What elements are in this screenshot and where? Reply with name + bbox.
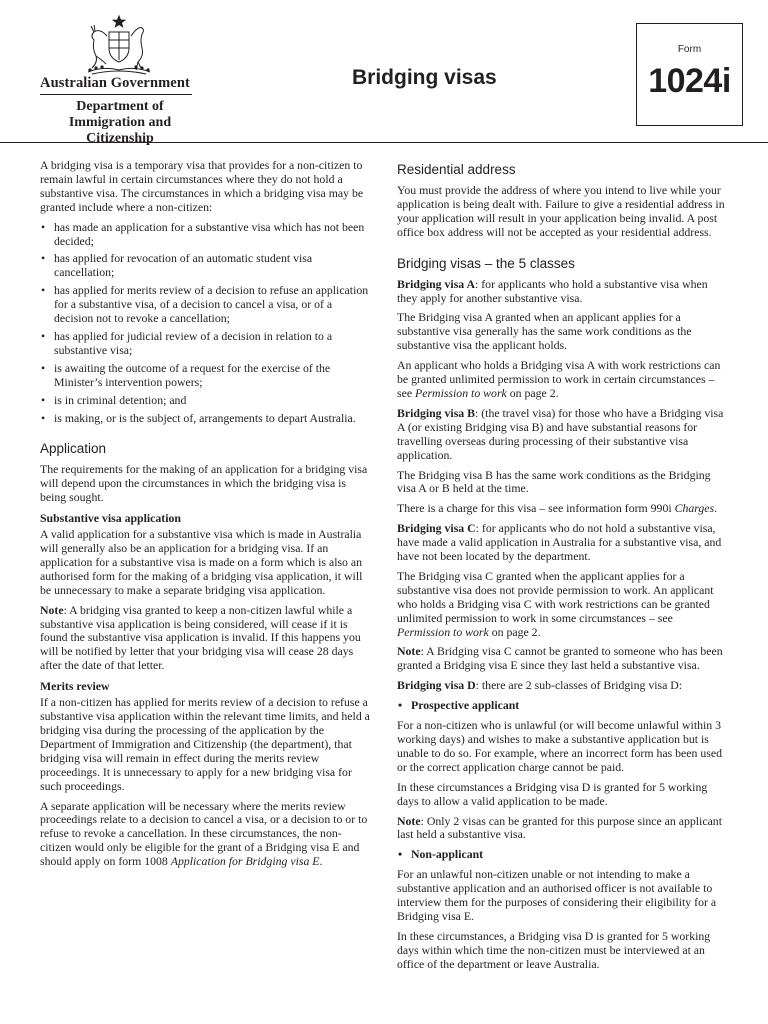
department-name: Department of Immigration and Citizenship xyxy=(68,99,172,146)
document-title: Bridging visas xyxy=(352,66,497,89)
visa-c-paragraph: Bridging visa C: for applicants who do not hold a substantive visa, have made a valid application in Australia for a substantive visa, and have not been located by the department. xyxy=(397,521,722,564)
visa-a-paragraph: Bridging visa A: for applicants who hold a substantive visa when they apply for another substantive visa. xyxy=(397,276,708,305)
form-title-reference: Application for Bridging visa E xyxy=(170,854,320,869)
visa-b-paragraph: Bridging visa B: (the travel visa) for those who have a Bridging visa A (or existing Bridging visa B) and have substantial reasons for travelling overseas during processing of their substantive visa application. xyxy=(397,405,724,462)
merits-paragraph: If a non-citizen has applied for merits review of a decision to refuse a substantive visa application within the relevant time limits, and held a bridging visa during the processing of the application by the Department of Immigration and Citizenship (the department), that bridging visa will remain in effect during the merits review proceedings. It is unnecessary to apply for a new bridging visa for such proceedings. xyxy=(40,695,370,793)
merits-heading: Merits review xyxy=(40,679,110,694)
non-applicant-heading: • Non-applicant xyxy=(397,848,727,862)
prospective-applicant-heading: • Prospective applicant xyxy=(397,699,727,713)
left-column xyxy=(40,159,370,875)
visa-b-charge: There is a charge for this visa – see information form 990i Charges. xyxy=(397,501,718,516)
form-number: 1024i xyxy=(648,62,731,100)
intro-paragraph: A bridging visa is a temporary visa that provides for a non-citizen to remain lawful in certain circumstances where they do not hold a substantive visa. The circumstances in which a bridging visa may be granted include where a non-citizen: xyxy=(40,158,364,214)
logo-divider xyxy=(40,94,192,95)
note-label: Note xyxy=(40,602,64,617)
residential-paragraph: You must provide the address of where you intend to live while your application is being dealt with. Failure to give a residential address in your application will result in your application being invalid. A post office box address will not be accepted as your residential address. xyxy=(397,183,725,239)
list-item: • is making, or is the subject of, arrangements to depart Australia. xyxy=(40,412,370,426)
visa-d-label: Bridging visa D xyxy=(397,678,476,693)
visa-b-conditions: The Bridging visa B has the same work conditions as the Bridging visa A or B held at the time. xyxy=(397,467,711,496)
application-heading: Application xyxy=(40,441,107,457)
separate-application-paragraph: A separate application will be necessary where the merits review proceedings relate to a decision to cancel a visa, or a decision to or to refuse to revoke a cancellation. In these circumstances, the non-citizen would only be eligible for the grant of a Bridging visa E and should apply on form 1008 Application for Bridging visa E. xyxy=(40,798,368,869)
note-text: : A bridging visa granted to keep a non-citizen lawful while a substantive visa application is being considered, will cease if it is found the substantive visa application is invalid. If this happens you will be notified by letter that your bridging visa will cease 28 days after the date of that letter. xyxy=(40,602,361,673)
visa-a-conditions: The Bridging visa A granted when an applicant applies for a substantive visa generally has the same work conditions as the substantive visa the applicant holds. xyxy=(397,310,692,353)
form-number-box xyxy=(636,23,743,126)
right-column xyxy=(397,162,727,978)
list-item: • has applied for revocation of an automatic student visa cancellation; xyxy=(40,252,370,280)
permission-to-work-reference: Permission to work xyxy=(415,385,507,400)
classes-heading: Bridging visas – the 5 classes xyxy=(397,255,575,271)
separate-text: A separate application will be necessary where the merits review proceedings relate to a decision to cancel a visa, or a decision to or to refuse to revoke a cancellation. In these circumstances, the non-citizen would only be eligible for the grant of a Bridging visa E and should apply on form 1008 xyxy=(40,798,368,869)
note-paragraph: Note: A Bridging visa C cannot be granted to someone who has been granted a Bridging visa E since they last held a substantive visa. xyxy=(397,644,723,673)
non-applicant-paragraph: For an unlawful non-citizen unable or not intending to make a substantive application and an authorised officer is not available to interview them for the purposes of considering their eligibility for a Bridging visa E. xyxy=(397,867,717,923)
residential-heading: Residential address xyxy=(397,162,516,177)
prospective-grant-paragraph: In these circumstances a Bridging visa D is granted for 5 working days to allow a valid application to be made. xyxy=(397,779,708,808)
prospective-paragraph: For a non-citizen who is unlawful (or will become unlawful within 3 working days) and wishes to make a substantive application but is unable to do so. For example, where an incorrect form has been used or the correct application charge cannot be paid. xyxy=(397,718,722,774)
application-paragraph: The requirements for the making of an application for a bridging visa will depend upon the circumstances in which the bridging visa is being sought. xyxy=(40,462,368,505)
list-item: • is awaiting the outcome of a request for the exercise of the Minister’s intervention powers; xyxy=(40,362,370,390)
government-name: Australian Government xyxy=(40,75,190,91)
visa-d-paragraph: Bridging visa D: there are 2 sub-classes of Bridging visa D: xyxy=(397,678,683,693)
charges-form-reference: Charges xyxy=(674,501,715,516)
list-item: • has applied for merits review of a decision to refuse an application for a substantive visa, of a decision to cancel a visa, or of a decision not to revoke a cancellation; xyxy=(40,284,370,326)
list-item: • has made an application for a substantive visa which has not been decided; xyxy=(40,221,370,249)
visa-c-label: Bridging visa C xyxy=(397,521,476,536)
note-paragraph: Note: Only 2 visas can be granted for this purpose since an applicant last held a substantive visa. xyxy=(397,813,722,842)
visa-c-work-paragraph: The Bridging visa C granted when the applicant applies for a substantive visa does not provide permission to work. An applicant who holds a Bridging visa C with work restrictions can be granted unlimited permission to work in some circumstances – see Permission to work on page 2. xyxy=(397,568,714,639)
visa-a-work-paragraph: An applicant who holds a Bridging visa A with work restrictions can be granted unlimited permission to work in certain circumstances – see Permission to work on page 2. xyxy=(397,358,721,400)
visa-a-label: Bridging visa A xyxy=(397,276,476,291)
permission-to-work-reference: Permission to work xyxy=(397,624,489,639)
header-divider xyxy=(0,142,768,143)
list-item: • is in criminal detention; and xyxy=(40,394,370,408)
non-applicant-grant-paragraph: In these circumstances, a Bridging visa D is granted for 5 working days within which time the non-citizen must be interviewed at an office of the department or leave Australia. xyxy=(397,928,711,971)
note-label: Note xyxy=(397,644,421,659)
note-label: Note xyxy=(397,813,421,828)
visa-b-label: Bridging visa B xyxy=(397,405,476,420)
note-paragraph xyxy=(40,604,370,674)
substantive-paragraph: A valid application for a substantive visa which is made in Australia will generally also be an application for a bridging visa. If an application for a substantive visa is made on a form which is also an authorised form for the making of a bridging visa application, it will be unnecessary to make a separate bridging visa application. xyxy=(40,527,363,597)
substantive-heading: Substantive visa application xyxy=(40,511,181,526)
form-label: Form xyxy=(677,44,702,55)
coat-of-arms-icon xyxy=(78,14,160,78)
circumstances-list xyxy=(40,221,370,426)
list-item: • has applied for judicial review of a decision in relation to a substantive visa; xyxy=(40,330,370,358)
